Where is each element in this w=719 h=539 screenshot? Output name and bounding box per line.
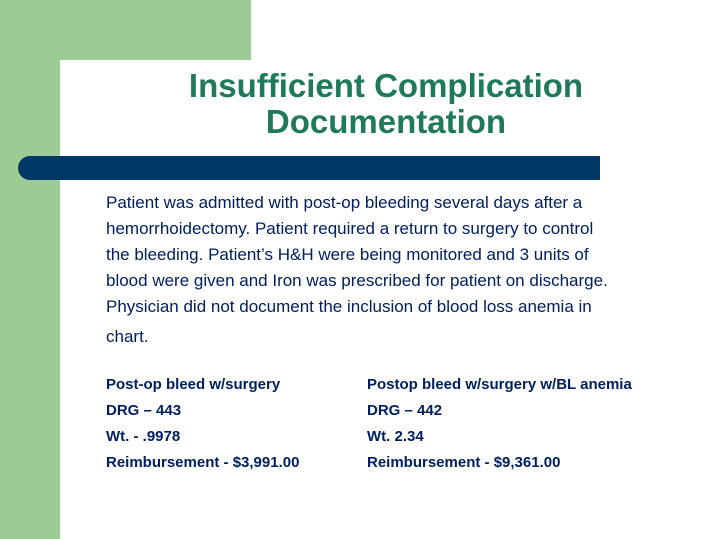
left-column-weight: Wt. - .9978	[106, 428, 181, 445]
right-column-weight: Wt. 2.34	[367, 428, 424, 445]
body-line: the bleeding. Patient’s H&H were being monitored and 3 units of	[106, 245, 589, 264]
slide-title-line-1: Insufficient Complication	[188, 67, 584, 104]
left-column-reimbursement: Reimbursement - $3,991.00	[106, 454, 300, 471]
right-column-heading: Postop bleed w/surgery w/BL anemia	[367, 376, 632, 393]
body-line: chart.	[106, 327, 149, 346]
body-line: Patient was admitted with post-op bleeding several days after a	[106, 193, 583, 212]
right-column-drg: DRG – 442	[367, 402, 443, 419]
body-line: Physician did not document the inclusion of blood loss anemia in	[106, 297, 592, 316]
comparison-column-left	[106, 372, 299, 476]
slide-title	[60, 68, 712, 140]
background-green-header-block	[0, 0, 251, 60]
right-column-reimbursement: Reimbursement - $9,361.00	[367, 454, 561, 471]
left-column-drg: DRG – 443	[106, 402, 182, 419]
comparison-column-right	[367, 372, 632, 476]
title-divider-bar	[18, 156, 600, 180]
slide-body-paragraph	[106, 190, 706, 350]
background-green-sidebar	[0, 0, 60, 539]
body-line: blood were given and Iron was prescribed for patient on discharge.	[106, 271, 608, 290]
left-column-heading: Post-op bleed w/surgery	[106, 376, 281, 393]
slide-title-line-2: Documentation	[265, 103, 507, 140]
body-line: hemorrhoidectomy. Patient required a return to surgery to control	[106, 219, 594, 238]
